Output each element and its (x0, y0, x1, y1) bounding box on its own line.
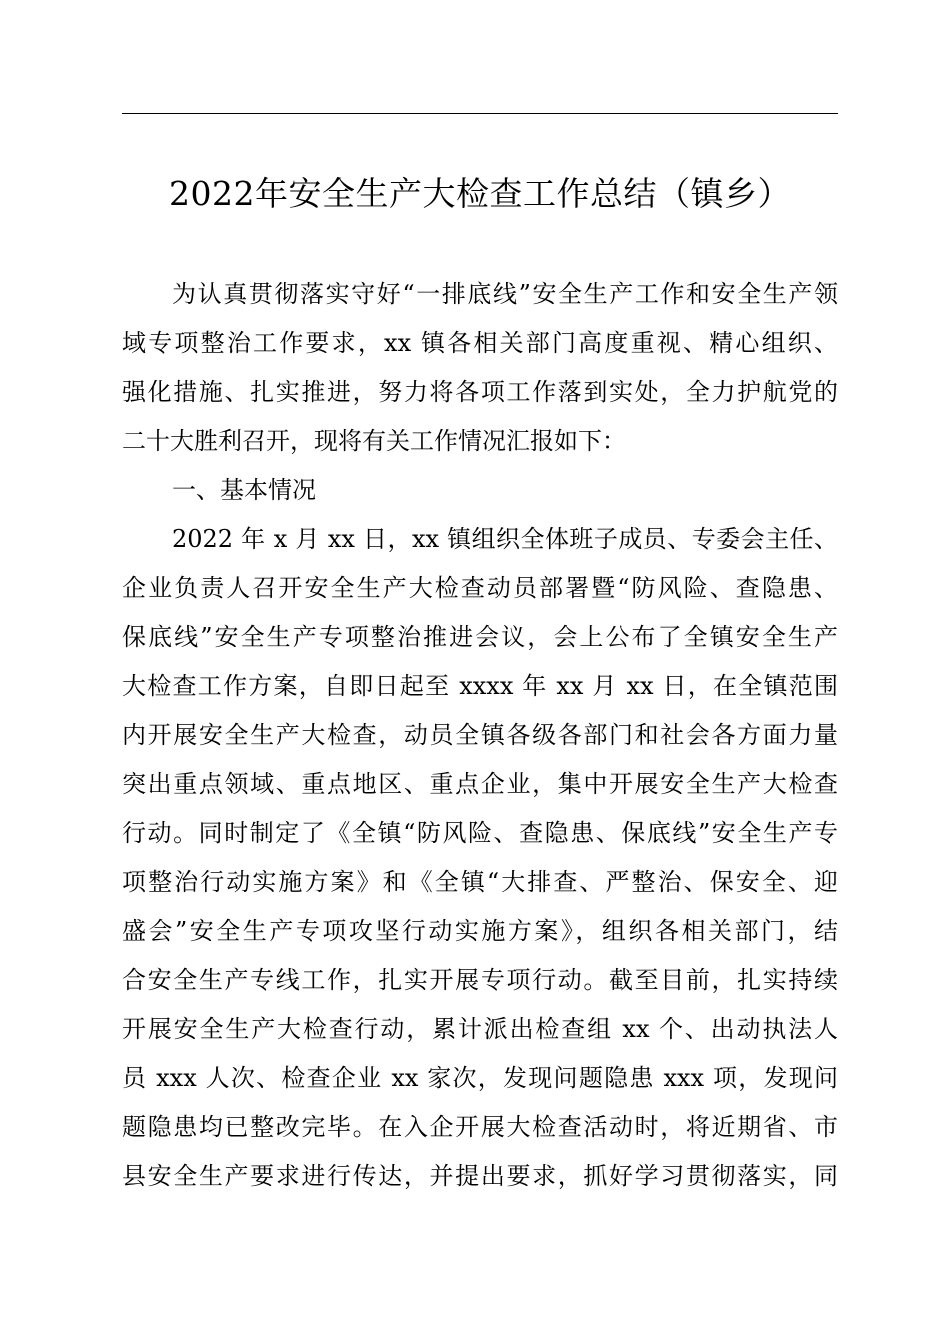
paragraph-line: 2022 年 x 月 xx 日，xx 镇组织全体班子成员、专委会主任、 (172, 525, 838, 553)
paragraph-line: 题隐患均已整改完毕。在入企开展大检查活动时，将近期省、市 (122, 1113, 838, 1141)
paragraph-line: 开展安全生产大检查行动，累计派出检查组 xx 个、出动执法人 (122, 1015, 838, 1043)
paragraph-line: 域专项整治工作要求，xx 镇各相关部门高度重视、精心组织、 (122, 329, 838, 357)
paragraph-line: 合安全生产专线工作，扎实开展专项行动。截至目前，扎实持续 (122, 966, 838, 994)
paragraph-line: 行动。同时制定了《全镇“防风险、查隐患、保底线”安全生产专 (122, 819, 838, 847)
paragraph-line: 突出重点领域、重点地区、重点企业，集中开展安全生产大检查 (122, 770, 838, 798)
section-heading: 一、基本情况 (172, 476, 316, 504)
paragraph-line: 为认真贯彻落实守好“一排底线”安全生产工作和安全生产领 (172, 280, 838, 308)
paragraph-line: 大检查工作方案，自即日起至 xxxx 年 xx 月 xx 日，在全镇范围 (122, 672, 838, 700)
paragraph-line: 企业负责人召开安全生产大检查动员部署暨“防风险、查隐患、 (122, 574, 838, 602)
paragraph-line: 保底线”安全生产专项整治推进会议，会上公布了全镇安全生产 (122, 623, 838, 651)
paragraph-line: 内开展安全生产大检查，动员全镇各级各部门和社会各方面力量 (122, 721, 838, 749)
document-title: 2022年安全生产大检查工作总结（镇乡） (169, 174, 791, 213)
paragraph-line: 强化措施、扎实推进，努力将各项工作落到实处，全力护航党的 (122, 378, 838, 406)
paragraph-line: 县安全生产要求进行传达，并提出要求，抓好学习贯彻落实，同 (122, 1162, 838, 1190)
paragraph-line: 项整治行动实施方案》和《全镇“大排查、严整治、保安全、迎 (122, 868, 838, 896)
paragraph-line: 盛会”安全生产专项攻坚行动实施方案》，组织各相关部门，结 (122, 917, 838, 945)
document-body (122, 270, 838, 1201)
paragraph-line: 二十大胜利召开，现将有关工作情况汇报如下： (122, 427, 626, 455)
paragraph-line: 员 xxx 人次、检查企业 xx 家次，发现问题隐患 xxx 项，发现问 (122, 1064, 838, 1092)
header-rule (122, 113, 838, 114)
